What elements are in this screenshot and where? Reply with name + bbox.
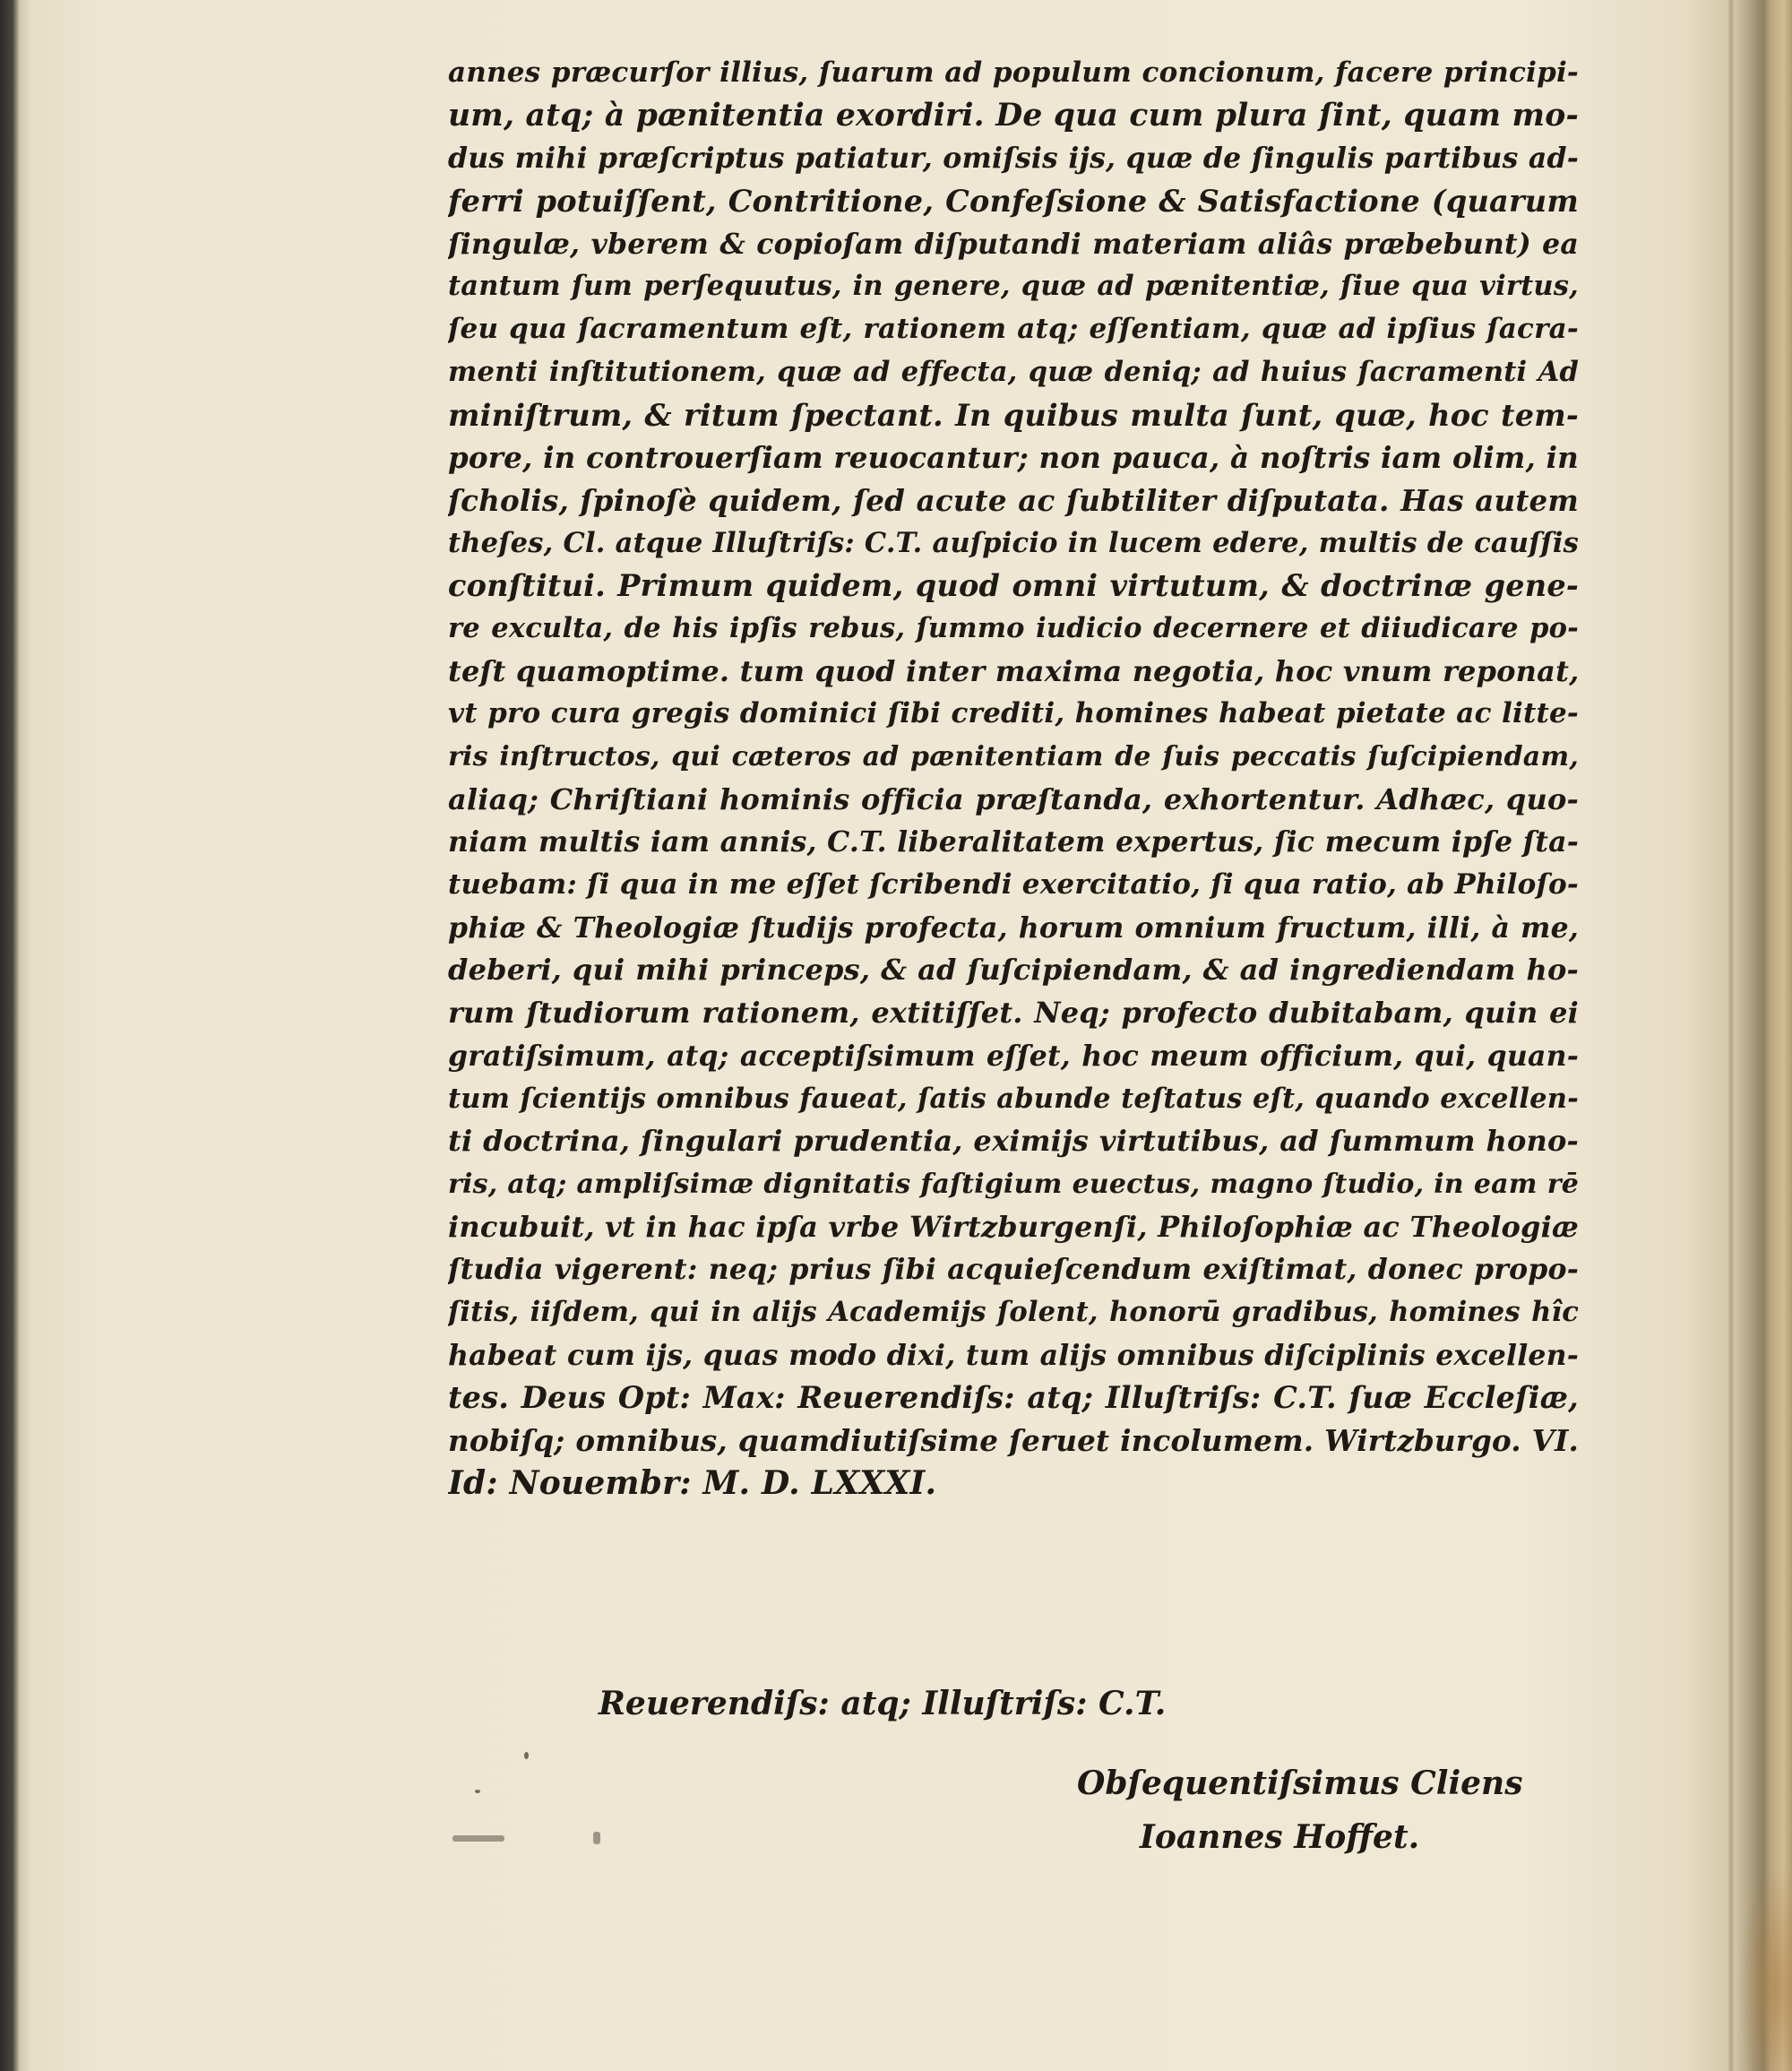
body-line: ris, atq; ampliſsimæ dignitatis faſtigium euectus, magno ſtudio, in eam rē bbox=[448, 1168, 1579, 1200]
body-line: deberi, qui mihi princeps, & ad ſuſcipiendam, & ad ingrediendam ho- bbox=[448, 953, 1579, 988]
body-line: ferri potuiſſent, Contritione, Confeſsione & Satisfactione (quarum bbox=[448, 184, 1579, 220]
body-line: teſt quamoptime. tum quod inter maxima negotia, hoc vnum reponat, bbox=[448, 653, 1579, 688]
body-line: vt pro cura gregis dominici ſibi crediti, homines habeat pietate ac litte- bbox=[448, 697, 1579, 730]
body-line: um, atq; à pænitentia exordiri. De qua cum plura ſint, quam mo- bbox=[448, 97, 1579, 134]
body-line: ti doctrina, ſingulari prudentia, eximijs virtutibus, ad ſummum hono- bbox=[448, 1124, 1579, 1159]
body-line: gratiſsimum, atq; acceptiſsimum eſſet, hoc meum officium, qui, quan- bbox=[448, 1039, 1579, 1073]
ink-speck bbox=[452, 1835, 504, 1842]
letter-body bbox=[448, 52, 1579, 1505]
closing-salutation: Reuerendiſs: atq; Illuſtriſs: C.T. bbox=[599, 1685, 1167, 1722]
body-line: rum ſtudiorum rationem, extitiſſet. Neq; profecto dubitabam, quin ei bbox=[448, 996, 1579, 1031]
signature-block bbox=[1077, 1756, 1579, 1864]
signature-name: Ioannes Hoffet. bbox=[1140, 1818, 1420, 1856]
body-line: ſingulæ, vberem & copioſam diſputandi materiam aliâs præbebunt) ea bbox=[448, 227, 1579, 261]
body-line: ſtudia vigerent: neq; prius ſibi acquieſcendum exiſtimat, donec propo- bbox=[448, 1253, 1579, 1287]
body-line: ris inſtructos, qui cæteros ad pænitentiam de ſuis peccatis ſuſcipiendam, bbox=[448, 741, 1579, 772]
paper-stain bbox=[1738, 1864, 1792, 2071]
date-line: Id: Nouembr: M. D. LXXXI. bbox=[448, 1463, 937, 1502]
body-line: theſes, Cl. atque Illuſtriſs: C.T. auſpicio in lucem edere, multis de cauſſis bbox=[448, 526, 1579, 559]
body-line: menti inſtitutionem, quæ ad effecta, quæ deniq; ad huius ſacramenti Ad bbox=[448, 355, 1579, 388]
body-line: aliaq; Chriſtiani hominis officia præſtanda, exhortentur. Adhæc, quo- bbox=[448, 781, 1579, 816]
body-line: phiæ & Theologiæ ſtudijs profecta, horum omnium fructum, illi, à me, bbox=[448, 910, 1579, 945]
body-line: tes. Deus Opt: Max: Reuerendiſs: atq; Illuſtriſs: C.T. ſuæ Eccleſiæ, bbox=[448, 1380, 1579, 1416]
body-line: incubuit, vt in hac ipſa vrbe Wirtzburgenſi, Philoſophiæ ac Theologiæ bbox=[448, 1209, 1579, 1244]
body-line: tuebam: ſi qua in me eſſet ſcribendi exercitatio, ſi qua ratio, ab Philoſo- bbox=[448, 868, 1579, 902]
ink-speck bbox=[593, 1832, 600, 1844]
body-line: tantum ſum perſequutus, in genere, quæ ad pænitentiæ, ſiue qua virtus, bbox=[448, 270, 1579, 303]
body-line: conſtitui. Primum quidem, quod omni virtutum, & doctrinæ gene- bbox=[448, 568, 1579, 604]
signature-title: Obſequentiſsimus Cliens bbox=[1077, 1765, 1523, 1802]
body-line: dus mihi præſcriptus patiatur, omiſsis ijs, quæ de ſingulis partibus ad- bbox=[448, 142, 1579, 176]
body-line: ſeu qua ſacramentum eſt, rationem atq; eſſentiam, quæ ad ipſius ſacra- bbox=[448, 313, 1579, 346]
body-line: ſcholis, ſpinoſè quidem, ſed acute ac ſubtiliter diſputata. Has autem bbox=[448, 482, 1579, 518]
body-line: annes præcurſor illius, ſuarum ad populum concionum, facere principi- bbox=[448, 56, 1579, 89]
body-line: nobiſq; omnibus, quamdiutiſsime ſeruet incolumem. Wirtzburgo. VI. bbox=[448, 1423, 1579, 1458]
body-line: habeat cum ijs, quas modo dixi, tum alijs omnibus diſciplinis excellen- bbox=[448, 1338, 1579, 1372]
page-fold-edge bbox=[1727, 0, 1735, 2071]
body-line: pore, in controuerſiam reuocantur; non pauca, à noſtris iam olim, in bbox=[448, 440, 1579, 476]
ink-speck bbox=[475, 1790, 480, 1793]
body-line: miniſtrum, & ritum ſpectant. In quibus multa ſunt, quæ, hoc tem- bbox=[448, 397, 1579, 433]
body-line: re exculta, de his ipſis rebus, ſummo iudicio decernere et diiudicare po- bbox=[448, 611, 1579, 644]
body-line: ſitis, iiſdem, qui in alijs Academijs ſolent, honorū gradibus, homines hîc bbox=[448, 1295, 1579, 1328]
body-line: tum ſcientijs omnibus faueat, ſatis abunde teſtatus eſt, quando excellen- bbox=[448, 1082, 1579, 1115]
body-line: niam multis iam annis, C.T. liberalitatem expertus, ſic mecum ipſe ſta- bbox=[448, 825, 1579, 859]
ink-speck bbox=[524, 1752, 529, 1759]
